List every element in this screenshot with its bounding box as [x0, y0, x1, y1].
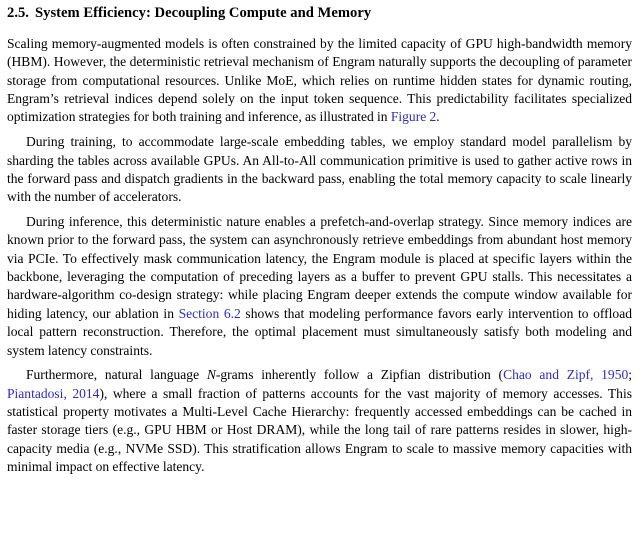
text-run: . [436, 109, 440, 125]
text-run: shows that modeling performance favors early intervention to offload local pattern reconstruction. Therefore, the optimal placement must simultaneously satisfy both modeling and system latency constraints. [7, 305, 632, 358]
cross-reference-link[interactable]: Section 6.2 [178, 305, 241, 321]
cross-reference-link[interactable]: Figure 2 [390, 109, 437, 125]
text-run: During training, to accommodate large-scale embedding tables, we employ standard model parallelism by sharding the tables across available GPUs. An All-to-All communication primitive is used to gather active rows in the forward pass and dispatch gradients in the backward pass, enabling the total memory capacity to scale linearly with the number of accelerators. [7, 134, 632, 205]
text-run: During inference, this deterministic nature enables a prefetch-and-overlap strategy. Since memory indices are known prior to the forward pass, the system can asynchronously retrieve embeddings from abundant host memory via PCIe. To effectively mask communication latency, the Engram module is placed at specific layers within the backbone, leveraging the computation of preceding layers as a buffer to prevent GPU stalls. This necessitates a hardware-algorithm co-design strategy: while placing Engram deeper extends the compute window available for hiding latency, our ablation in [7, 214, 632, 321]
cross-reference-link[interactable]: Chao and Zipf, 1950 [503, 367, 629, 383]
paragraph [7, 366, 632, 476]
text-run: -grams inherently follow a Zipfian distribution ( [215, 367, 504, 383]
section-heading [7, 4, 632, 23]
section-number: 2.5. [7, 5, 29, 21]
text-run: Scaling memory-augmented models is often constrained by the limited capacity of GPU high-bandwidth memory (HBM). However, the deterministic retrieval mechanism of Engram naturally supports the decoupling of parameter storage from computational resources. Unlike MoE, which relies on runtime hidden states for dynamic routing, Engram’s retrieval indices depend solely on the input token sequence. This predictability facilitates specialized optimization strategies for both training and inference, as illustrated in [7, 36, 632, 125]
cross-reference-link[interactable]: Piantadosi, 2014 [7, 385, 100, 401]
text-run: Furthermore, natural language [26, 367, 207, 383]
paragraph [7, 133, 632, 206]
body-text-container [7, 35, 632, 476]
paragraph [7, 213, 632, 360]
text-run: ), where a small fraction of patterns accounts for the vast majority of memory accesses. This statistical property motivates a Multi-Level Cache Hierarchy: frequently accessed embeddings can be cached in faster storage tiers (e.g., GPU HBM or Host DRAM), while the long tail of rare patterns resides in slower, high-capacity media (e.g., NVMe SSD). This stratification allows Engram to scale to massive memory capacities with minimal impact on effective latency. [7, 385, 632, 475]
italic-symbol: N [206, 367, 216, 383]
section-title: System Efficiency: Decoupling Compute and Memory [34, 5, 372, 21]
paragraph [7, 35, 632, 127]
text-run: ; [628, 367, 633, 383]
